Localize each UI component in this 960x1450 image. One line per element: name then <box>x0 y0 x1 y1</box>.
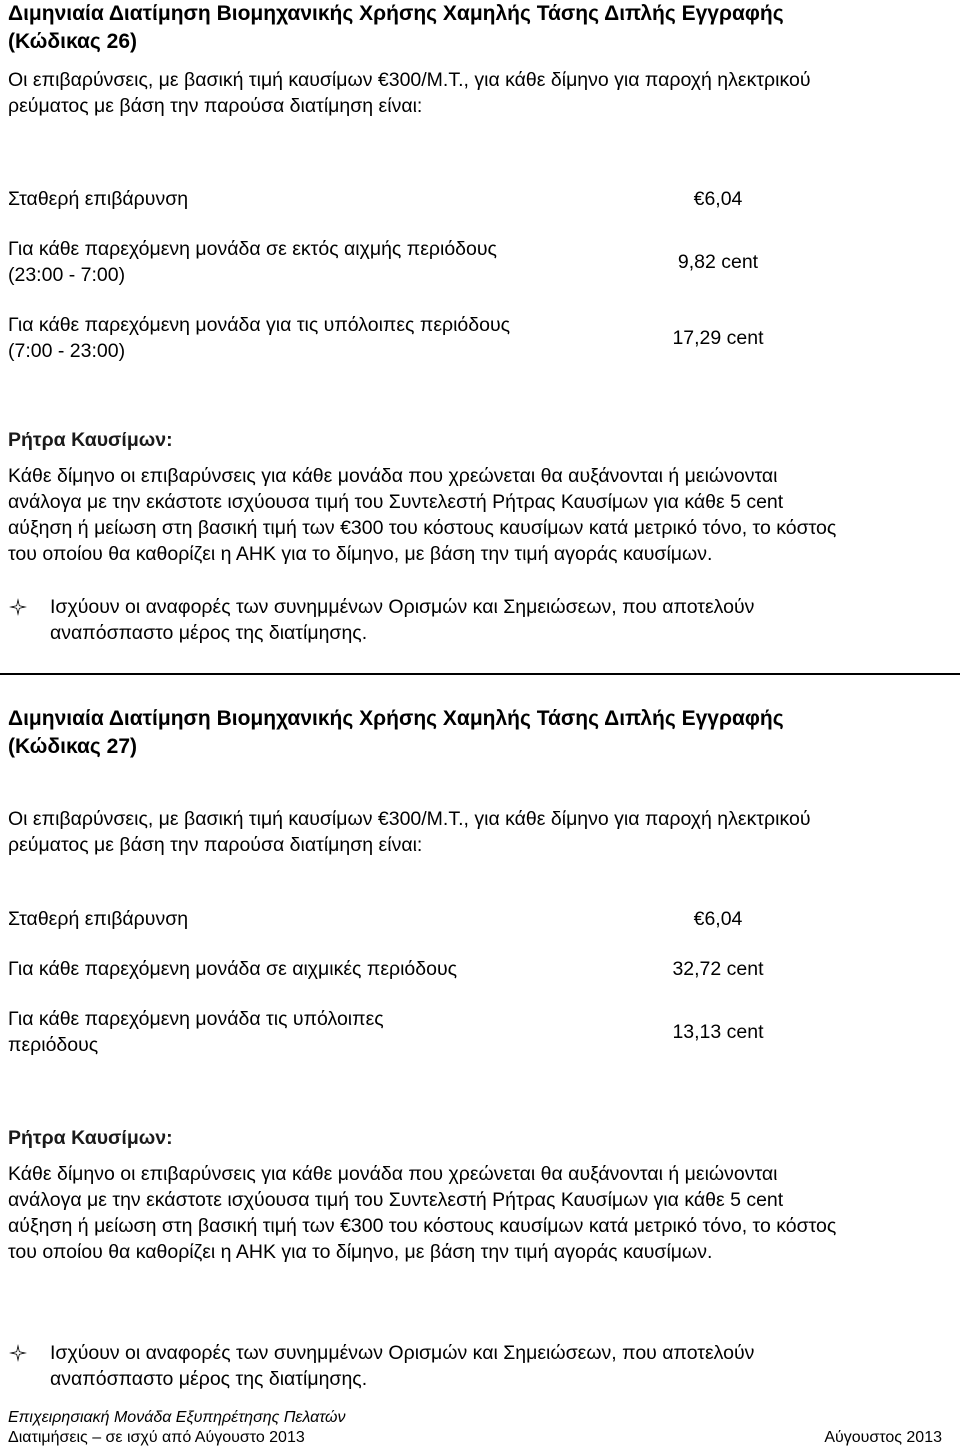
diamond-star-bullet-icon <box>8 597 28 617</box>
intro-line: Οι επιβαρύνσεις, με βασική τιμή καυσίμων €300/Μ.Τ., για κάθε δίμηνο για παροχή ηλεκτρικού <box>8 69 811 91</box>
tariff-26-fuel-clause <box>8 427 953 567</box>
fuel-clause-text: αύξηση ή μείωση στη βασική τιμή των €300 του κόστους καυσίμων κατά μετρικό τόνο, το κόστος <box>8 1215 837 1237</box>
other-periods-label-line: Για κάθε παρεχόμενη μονάδα για τις υπόλοιπες περιόδους <box>8 314 511 336</box>
tariff-26-title: Διμηνιαία Διατίμηση Βιομηχανικής Χρήσης Χαμηλής Τάσης Διπλής Εγγραφής <box>8 2 784 25</box>
other-periods-label-line: Για κάθε παρεχόμενη μονάδα τις υπόλοιπες <box>8 1008 384 1030</box>
tariff-27-intro <box>8 806 953 858</box>
intro-line: Οι επιβαρύνσεις, με βασική τιμή καυσίμων €300/Μ.Τ., για κάθε δίμηνο για παροχή ηλεκτρικού <box>8 808 811 830</box>
note-line: Ισχύουν οι αναφορές των συνημμένων Ορισμών και Σημειώσεων, που αποτελούν <box>50 1342 755 1364</box>
fixed-charge-value: €6,04 <box>693 188 743 210</box>
peak-charge-value: 32,72 cent <box>672 958 764 980</box>
fuel-clause-text: του οποίου θα καθορίζει η ΑΗΚ για το δίμηνο, με βάση την τιμή αγοράς καυσίμων. <box>8 543 713 565</box>
diamond-star-bullet-icon <box>8 1343 28 1363</box>
fuel-clause-heading: Ρήτρα Καυσίμων: <box>8 1127 173 1149</box>
footer-validity: Διατιμήσεις – σε ισχύ από Αύγουστο 2013 <box>8 1429 305 1446</box>
tariff-26-note <box>8 594 960 646</box>
footer-validity-row <box>8 1428 942 1448</box>
tariff-27-fuel-clause <box>8 1125 953 1265</box>
footer-date: Αύγουστος 2013 <box>824 1429 942 1446</box>
offpeak-hours: (23:00 - 7:00) <box>8 264 126 286</box>
other-periods-hours: (7:00 - 23:00) <box>8 340 126 362</box>
tariff-26-intro <box>8 67 953 119</box>
other-periods-label <box>8 312 608 364</box>
intro-line: ρεύματος με βάση την παρούσα διατίμηση είναι: <box>8 834 423 856</box>
page-footer <box>8 1408 942 1448</box>
fuel-clause-heading: Ρήτρα Καυσίμων: <box>8 429 173 451</box>
fuel-clause-text: ανάλογα με την εκάστοτε ισχύουσα τιμή του Συντελεστή Ρήτρας Καυσίμων για κάθε 5 cent <box>8 1189 784 1211</box>
intro-line: ρεύματος με βάση την παρούσα διατίμηση είναι: <box>8 95 423 117</box>
note-line: Ισχύουν οι αναφορές των συνημμένων Ορισμών και Σημειώσεων, που αποτελούν <box>50 596 755 618</box>
tariff-27-title: Διμηνιαία Διατίμηση Βιομηχανικής Χρήσης Χαμηλής Τάσης Διπλής Εγγραφής <box>8 707 784 730</box>
offpeak-charge-value: 9,82 cent <box>677 251 759 273</box>
peak-charge-label: Για κάθε παρεχόμενη μονάδα σε αιχμικές περιόδους <box>8 958 458 980</box>
other-periods-value: 17,29 cent <box>672 327 764 349</box>
fixed-charge-label: Σταθερή επιβάρυνση <box>8 908 189 930</box>
fixed-charge-label: Σταθερή επιβάρυνση <box>8 188 189 210</box>
fuel-clause-text: Κάθε δίμηνο οι επιβαρύνσεις για κάθε μονάδα που χρεώνεται θα αυξάνονται ή μειώνονται <box>8 1163 778 1185</box>
other-periods-value: 13,13 cent <box>672 1021 764 1043</box>
note-line: αναπόσπαστο μέρος της διατίμησης. <box>50 1368 368 1390</box>
note-line: αναπόσπαστο μέρος της διατίμησης. <box>50 622 368 644</box>
fuel-clause-text: Κάθε δίμηνο οι επιβαρύνσεις για κάθε μονάδα που χρεώνεται θα αυξάνονται ή μειώνονται <box>8 465 778 487</box>
fuel-clause-text: αύξηση ή μείωση στη βασική τιμή των €300 του κόστους καυσίμων κατά μετρικό τόνο, το κόστος <box>8 517 837 539</box>
tariff-26-code: (Κώδικας 26) <box>8 30 138 53</box>
fuel-clause-text: ανάλογα με την εκάστοτε ισχύουσα τιμή του Συντελεστή Ρήτρας Καυσίμων για κάθε 5 cent <box>8 491 784 513</box>
tariff-27-code: (Κώδικας 27) <box>8 735 138 758</box>
fixed-charge-value: €6,04 <box>693 908 743 930</box>
offpeak-charge-label <box>8 236 608 288</box>
tariff-27-note <box>8 1340 960 1392</box>
tariff-27-section <box>8 705 953 761</box>
offpeak-label-line: Για κάθε παρεχόμενη μονάδα σε εκτός αιχμής περιόδους <box>8 238 497 260</box>
fuel-clause-text: του οποίου θα καθορίζει η ΑΗΚ για το δίμηνο, με βάση την τιμή αγοράς καυσίμων. <box>8 1241 713 1263</box>
section-divider <box>0 673 960 675</box>
other-periods-label <box>8 1006 608 1058</box>
other-periods-label-line: περιόδους <box>8 1034 99 1056</box>
footer-department: Επιχειρησιακή Μονάδα Εξυπηρέτησης Πελατών <box>8 1409 346 1426</box>
tariff-26-section <box>8 0 953 56</box>
